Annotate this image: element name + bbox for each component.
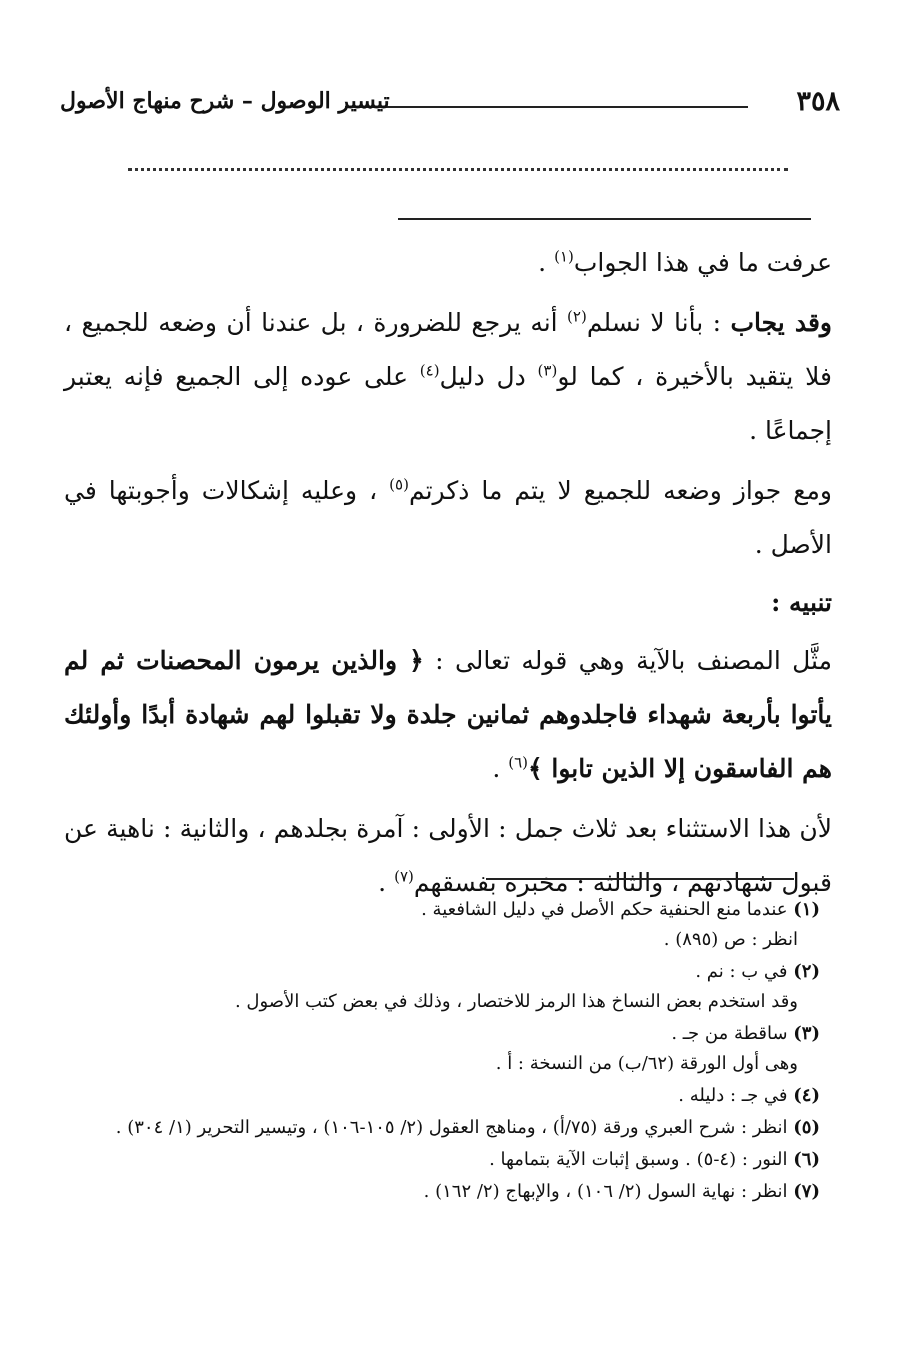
running-title: تيسير الوصول – شرح منهاج الأصول — [60, 88, 390, 114]
footnote-text: ساقطة من جـ . — [671, 1023, 788, 1044]
paragraph-1 — [64, 236, 832, 290]
p1-end: . — [538, 248, 555, 277]
footnote-number: (٣) — [793, 1023, 820, 1044]
footnote-number: (٧) — [793, 1181, 820, 1202]
footnote-text: انظر : شرح العبري ورقة (٧٥/أ) ، ومناهج العقول (٢/ ١٠٥-١٠٦) ، وتيسير التحرير (١/ ٣٠٤) . — [115, 1117, 788, 1138]
footnote-ref-6[interactable]: (٦) — [508, 753, 529, 772]
content-rule — [398, 218, 811, 220]
footnote-text: انظر : نهاية السول (٢/ ١٠٦) ، والإبهاج (٢/ ١٦٢) . — [423, 1181, 788, 1202]
p2-text-3: دل دليل — [439, 362, 538, 391]
p5-end: . — [378, 868, 395, 897]
section-heading: تنبيه : — [771, 588, 832, 617]
p4-end: . — [492, 754, 509, 783]
footnote-number: (١) — [793, 899, 820, 920]
footnote-ref-4[interactable]: (٤) — [419, 361, 440, 380]
p2-text-1: : بأنا لا نسلم — [586, 308, 731, 337]
footnotes — [58, 895, 820, 1209]
footnote-text-2: انظر : ص (٨٩٥) . — [663, 929, 798, 950]
footnote — [58, 957, 820, 1017]
p2-text-4: على عوده إلى الجميع فإنه يعتبر إجماعًا . — [64, 362, 832, 445]
footnote-ref-5[interactable]: (٥) — [389, 475, 409, 494]
quran-verse: ﴿ والذين يرمون المحصنات ثم لم يأتوا بأربعة شهداء فاجلدوهم ثمانين جلدة ولا تقبلوا لهم شهادة أبدًا وأولئك هم الفاسقون إلا الذين تابوا ﴾ — [64, 646, 832, 783]
footnote-number: (٦) — [793, 1149, 820, 1170]
paragraph-5 — [64, 802, 832, 910]
p2-lead: وقد يجاب — [730, 308, 832, 337]
p2-text-2: أنه يرجع للضرورة ، بل عندنا أن وضعه للجميع ، فلا يتقيد بالأخيرة ، كما لو — [64, 308, 832, 391]
footnote-text: عندما منع الحنفية حكم الأصل في دليل الشافعية . — [421, 899, 788, 920]
p3-text-2: ، وعليه إشكالات وأجوبتها في الأصل . — [64, 476, 832, 559]
footnote — [58, 1113, 820, 1143]
p3-text-1: ومع جواز وضعه للجميع لا يتم ما ذكرتم — [408, 476, 832, 505]
footnote-text: في جـ : دليله . — [678, 1085, 788, 1106]
header-rule — [345, 106, 748, 108]
paragraph-3 — [64, 464, 832, 572]
footnote-rule — [486, 878, 794, 880]
p4-text-1: مثَّل المصنف بالآية وهي قوله تعالى : — [423, 646, 832, 675]
footnote — [58, 895, 820, 955]
dotted-separator — [128, 168, 788, 183]
paragraph-4 — [64, 634, 832, 796]
paragraph-2 — [64, 296, 832, 458]
footnote-ref-7[interactable]: (٧) — [394, 867, 414, 886]
page-header — [60, 86, 840, 126]
footnote — [58, 1177, 820, 1207]
footnote-ref-1[interactable]: (١) — [554, 247, 574, 266]
main-text — [64, 236, 832, 916]
footnote — [58, 1019, 820, 1079]
footnote-number: (٤) — [793, 1085, 820, 1106]
footnote-text: النور : (٤-٥) . وسبق إثبات الآية بتمامها . — [489, 1149, 788, 1170]
footnote-text-2: وقد استخدم بعض النساخ هذا الرمز للاختصار ، وذلك في بعض كتب الأصول . — [234, 991, 798, 1012]
footnote-ref-3[interactable]: (٣) — [537, 361, 558, 380]
footnote-number: (٢) — [793, 961, 820, 982]
footnote-ref-2[interactable]: (٢) — [567, 307, 587, 326]
page-number: ٣٥٨ — [796, 86, 840, 117]
p1-text: عرفت ما في هذا الجواب — [573, 248, 832, 277]
footnote — [58, 1081, 820, 1111]
p5-text-1: لأن هذا الاستثناء بعد ثلاث جمل : الأولى : آمرة بجلدهم ، والثانية : ناهية عن قبول شهادتهم ، والثالثة : مخبرة بفسقهم — [64, 814, 832, 897]
footnote-text-2: وهى أول الورقة (٦٢/ب) من النسخة : أ . — [495, 1053, 798, 1074]
footnote-number: (٥) — [793, 1117, 820, 1138]
footnote-text: في ب : نم . — [695, 961, 788, 982]
footnote — [58, 1145, 820, 1175]
